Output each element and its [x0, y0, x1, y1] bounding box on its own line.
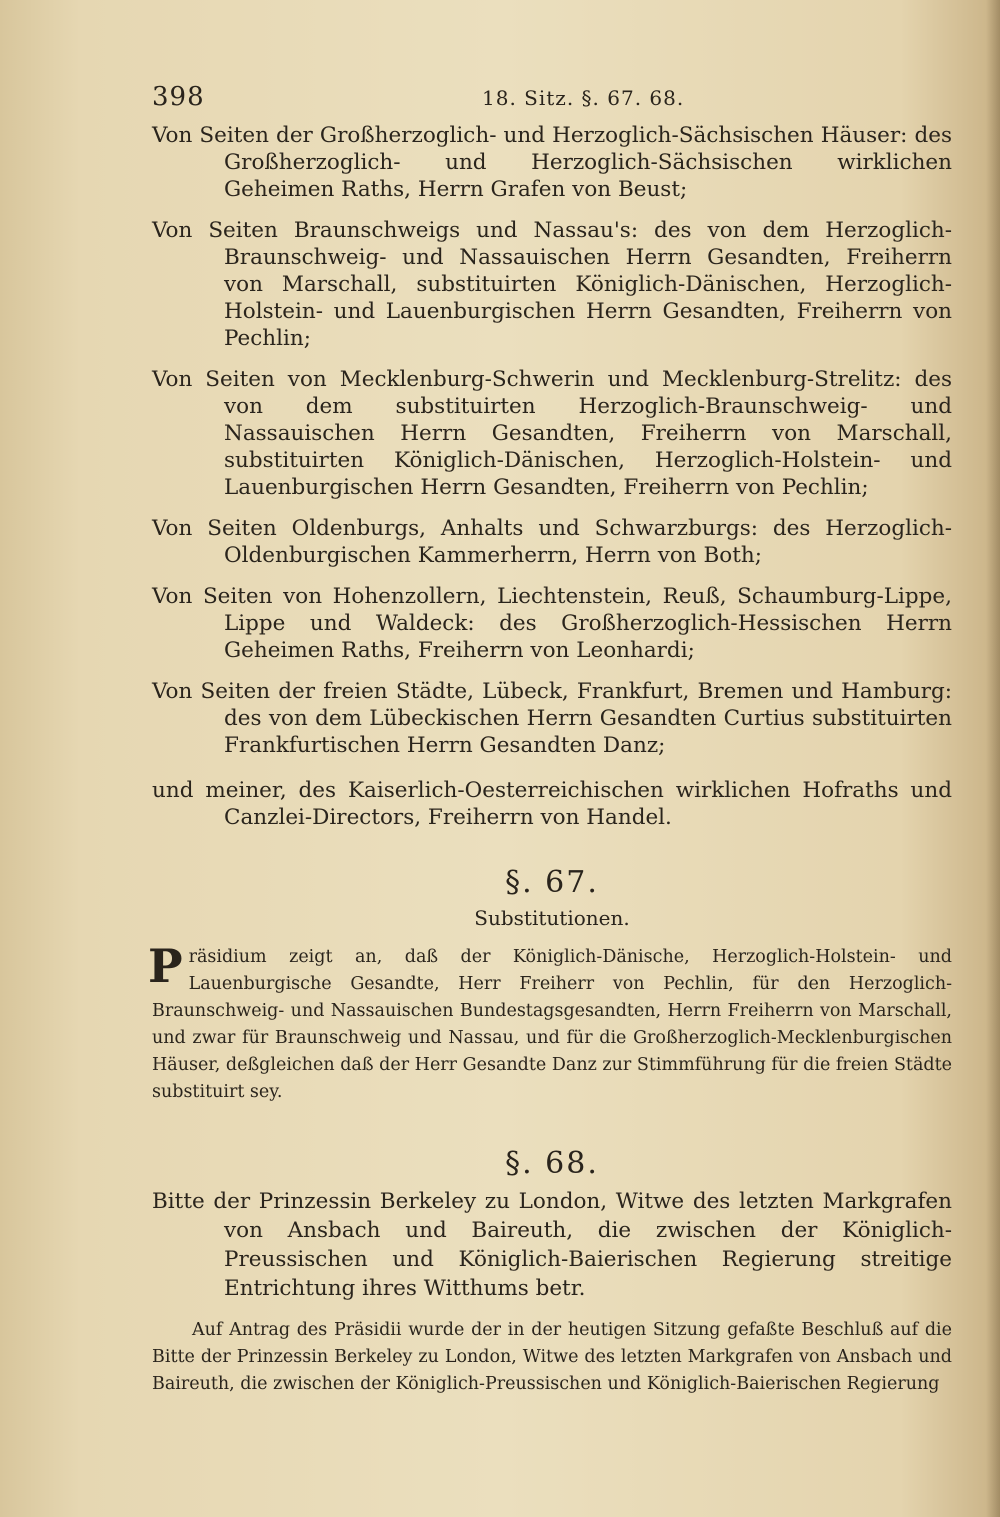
- section-67-text: [148, 939, 952, 1106]
- page-edge-shadow: [986, 0, 1000, 1517]
- page-number: 398: [152, 82, 205, 112]
- delegation-entry: Von Seiten von Hohenzollern, Liechtenstein, Reuß, Schaumburg-Lippe, Lippe und Waldeck: des Großherzoglich-Hessischen Herrn Geheimen Raths, Freiherrn von Leonhardi;: [152, 584, 952, 663]
- delegation-entry: Von Seiten von Mecklenburg-Schwerin und Mecklenburg-Strelitz: des von dem substituirten Herzoglich-Braunschweig- und Nassauischen Herrn Gesandten, Freiherrn von Marschall, substituirten Königlich-Dänischen, Herzoglich-Holstein- und Lauenburgischen Herrn Gesandten, Freiherrn von Pechlin;: [152, 367, 952, 500]
- section-67-body: räsidium zeigt an, daß der Königlich-Dänische, Herzoglich-Holstein- und Lauenburgische Gesandte, Herr Freiherr von Pechlin, für den Herzoglich-Braunschweig- und Nassauischen Bundestagsgesandten, Herrn Freiherrn von Marschall, und zwar für Braunschweig und Nassau, und für die Großherzoglich-Mecklenburgischen Häuser, deßgleichen daß der Herr Gesandte Danz zur Stimmführung für die freien Städte substituirt sey.: [152, 947, 952, 1102]
- section-68-text: Auf Antrag des Präsidii wurde der in der heutigen Sitzung gefaßte Beschluß auf die Bitte der Prinzessin Berkeley zu London, Witwe des letzten Markgrafen von Ansbach und Baireuth, die zwischen der Königlich-Preussischen und Königlich-Baierischen Regierung: [152, 1320, 952, 1394]
- delegation-entry: Von Seiten der Großherzoglich- und Herzoglich-Sächsischen Häuser: des Großherzoglich- und Herzoglich-Sächsischen wirklichen Geheimen Raths, Herrn Grafen von Beust;: [152, 123, 952, 202]
- section-68-heading: §. 68.: [505, 1146, 599, 1181]
- section-67-heading: §. 67.: [505, 865, 599, 900]
- delegation-entry: Von Seiten der freien Städte, Lübeck, Frankfurt, Bremen und Hamburg: des von dem Lübeckischen Herrn Gesandten Curtius substituirten Frankfurtischen Herrn Gesandten Danz;: [152, 679, 952, 758]
- running-head: 18. Sitz. §. 67. 68.: [482, 86, 685, 110]
- delegation-list: [152, 122, 952, 831]
- section-68-petition: Bitte der Prinzessin Berkeley zu London, Witwe des letzten Markgrafen von Ansbach und Baireuth, die zwischen der Königlich-Preussischen und Königlich-Baierischen Regierung streitige Entrichtung ihres Witthums betr.: [152, 1189, 952, 1301]
- page-header: [152, 80, 952, 120]
- delegation-entry: Von Seiten Oldenburgs, Anhalts und Schwarzburgs: des Herzoglich-Oldenburgischen Kammerherrn, Herrn von Both;: [152, 516, 952, 568]
- delegation-entry: Von Seiten Braunschweigs und Nassau's: des von dem Herzoglich-Braunschweig- und Nassauischen Herrn Gesandten, Freiherrn von Marschall, substituirten Königlich-Dänischen, Herzoglich-Holstein- und Lauenburgischen Herrn Gesandten, Freiherrn von Pechlin;: [152, 218, 952, 351]
- dropcap-letter: P: [148, 939, 183, 993]
- closing-entry: und meiner, des Kaiserlich-Oesterreichischen wirklichen Hofraths und Canzlei-Directors, Freiherrn von Handel.: [152, 778, 952, 830]
- section-67-subtitle: Substitutionen.: [474, 906, 630, 930]
